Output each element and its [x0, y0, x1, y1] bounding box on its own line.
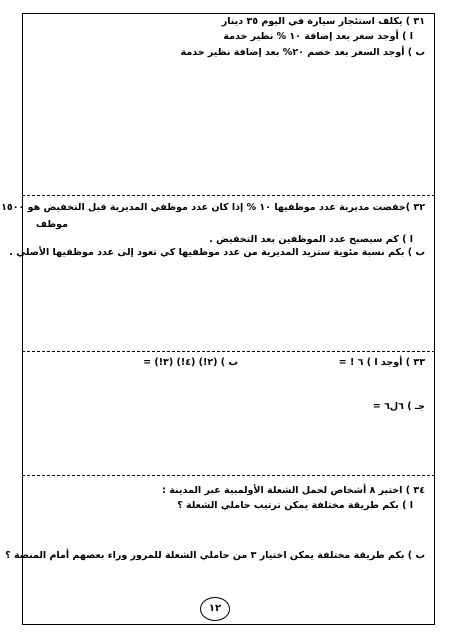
q31-part-b: ب ) أوجد السعر بعد خصم ٢٠% بعد إضافة نظير خدمة — [180, 47, 425, 58]
q32-title: ٣٢ )خفضت مديرية عدد موظفيها ١٠ % إذا كان عدد موظفي المديرية قبل التخفيض هو ١٥٠٠ — [1, 202, 425, 213]
q33-part-c: جـ ) ٦ل٦ = — [372, 401, 425, 412]
section-divider — [22, 475, 435, 476]
q33-title: ٣٣ ) أوجد ا ) ٦ ! = — [338, 357, 425, 368]
q34-part-a: ا ) بكم طريقة مختلفة يمكن ترتيب حاملي الشعلة ؟ — [177, 500, 413, 511]
q34-part-b: ب ) بكم طريقة مختلفة يمكن اختيار ٣ من حاملي الشعلة للمرور وراء بعضهم أمام المنصة ؟ — [5, 550, 425, 561]
section-divider — [22, 351, 435, 352]
section-divider — [22, 195, 435, 196]
q33-part-b: ب ) (٢!) (٤!) (٣!) = — [143, 357, 238, 368]
q31-part-a: ا ) أوجد سعر بعد إضافة ١٠ % نظير خدمة — [223, 31, 413, 42]
q32-title-continuation: موظف — [35, 219, 68, 230]
q34-title: ٣٤ ) اختير ٨ أشخاص لحمل الشعلة الأولمبية عبر المدينة : — [162, 485, 425, 496]
page-number: ١٢ — [200, 597, 230, 621]
q32-part-b: ب ) بكم نسبة مئوية ستزيد المديرية من عدد موظفيها كي تعود إلى عدد موظفيها الأصلي . — [9, 247, 425, 258]
q31-title: ٣١ ) يكلف استئجار سيارة في اليوم ٣٥ دينار — [221, 16, 425, 27]
page-frame — [22, 13, 435, 625]
q32-part-a: ا ) كم سيصبح عدد الموظفين بعد التخفيض . — [209, 234, 413, 245]
